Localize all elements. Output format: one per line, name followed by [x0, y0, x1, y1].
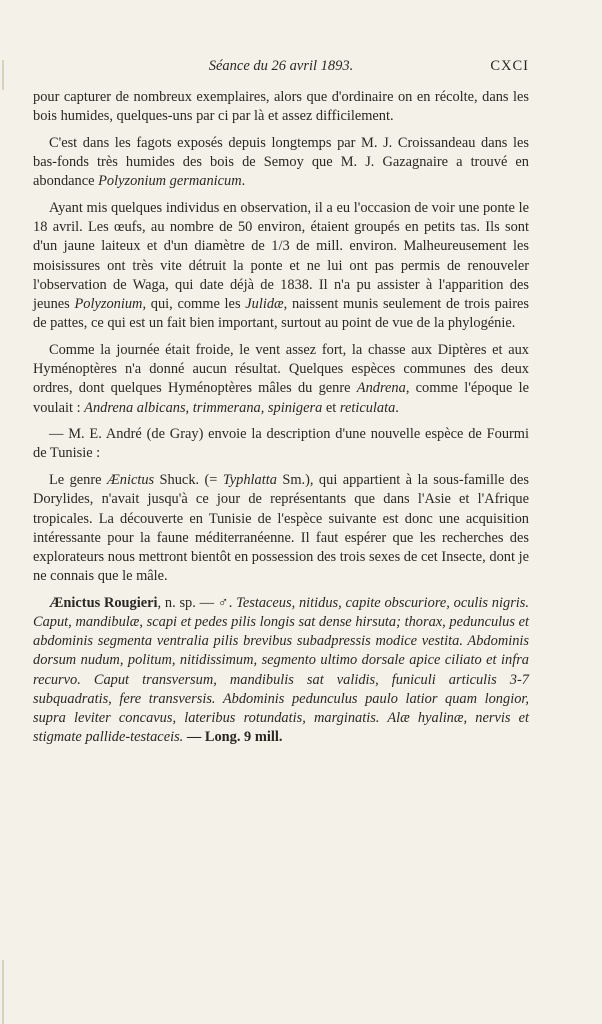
andrena-species-list: Andrena albicans, trimmerana, spinigera — [84, 399, 323, 416]
para3-t2: , qui, comme les — [142, 296, 246, 313]
para3-t3: , naissent munis seulement de trois paires de pattes, ce qui est un fait bien important, surtout au point de vue de la phylogénie. — [33, 296, 529, 332]
paragraph-continuation — [33, 88, 529, 126]
para5-text: — M. E. André (de Gray) envoie la description d'une nouvelle espèce de Fourmi de Tunisie : — [33, 426, 529, 462]
species-polyzonium: Polyzonium germanicum — [98, 173, 242, 190]
para7-t1: , n. sp. — ♂. — [157, 594, 237, 611]
genus-aenictus: Ænictus — [106, 472, 155, 489]
para6-t1: Le genre — [49, 472, 107, 489]
page-edge-mark — [2, 60, 4, 90]
species-reticulata: reticulata — [339, 399, 396, 416]
paragraph-hunt — [33, 341, 529, 418]
genus-andrena: Andrena — [356, 380, 406, 397]
family-julidae: Julidæ — [245, 296, 284, 313]
para1-text: pour capturer de nombreux exemplaires, alors que d'ordinaire on en récolte, dans les bois humides, quelques-uns par ci par là et assez difficilement. — [33, 89, 529, 125]
paragraph-observation — [33, 199, 529, 333]
document-body — [33, 88, 529, 755]
para4-t4: . — [395, 399, 399, 416]
para2-after: . — [241, 173, 246, 190]
paragraph-polyzonium-find — [33, 134, 529, 192]
species-length: — Long. 9 mill. — [183, 729, 283, 746]
running-header — [33, 58, 529, 78]
page-edge-mark — [2, 960, 4, 1024]
para6-t3: Sm.), qui appartient à la sous-famille des Dorylides, n'avait jusqu'à ce jour de représentants que dans l'Asie et l'Afrique tropicales. La découverte en Tunisie de l'espèce suivante est donc une acquisition intéressante pour la faune méditerranéenne. Il faut espérer que les recherches des explorateurs nous mettront bientôt en possession des trois sexes de cet Insecte, dont je ne connais que le mâle. — [33, 472, 529, 585]
paragraph-aenictus-genus — [33, 471, 529, 586]
page-number: CXCI — [490, 58, 529, 74]
para4-t3: et — [322, 399, 340, 416]
latin-description: Testaceus, nitidus, capite obscuriore, oculis nigris. Caput, mandibulæ, scapi et pedes pilis longis sat dense hirsuta; thorax, pedunculus et abdominis segmenta ventralia pilis brevibus subadpressis modice vestita. Abdominis dorsum nudum, politum, nitidissimum, segmento ultimo dorsale apice ciliato et infra recurvo. Caput transversum, mandibulis sat validis, funiculi articulis 3-7 subquadratis, fere transversis. Abdominis pedunculus paulo latior quam longior, supra leviter concavus, lateribus rotundatis, marginatis. Alæ hyalinæ, nervis et stigmate pallide-testaceis. — [33, 594, 529, 746]
para3-t1: Ayant mis quelques individus en observation, il a eu l'occasion de voir une ponte le 18 avril. Les œufs, au nombre de 50 environ, étaient groupés en petits tas. Ils sont d'un jaune laiteux et d'un diamètre de 1/3 de mill. environ. Malheureusement les moisissures ont très vite détruit la ponte et ne lui ont pas permis de renouveler l'observation de Waga, qui date déjà de 1838. Il n'a pu assister à l'apparition des jeunes — [33, 200, 529, 313]
paragraph-species-description — [33, 594, 529, 748]
para4-t1: Comme la journée était froide, le vent assez fort, la chasse aux Diptères et aux Hyménoptères n'a donné aucun résultat. Quelques espèces communes des deux ordres, dont quelques Hyménoptères mâles du genre — [33, 341, 529, 397]
para2-before: C'est dans les fagots exposés depuis longtemps par M. J. Croissandeau dans les bas-fonds très humides des bois de Semoy que M. J. Gazagnaire a trouvé en abondance — [33, 134, 529, 190]
genus-polyzonium: Polyzonium — [74, 296, 143, 313]
header-title: Séance du 26 avril 1893. — [208, 58, 354, 74]
para6-t2: Shuck. (= — [154, 472, 223, 489]
paragraph-andre-intro — [33, 425, 529, 463]
genus-typhlatta: Typhlatta — [222, 472, 277, 489]
para4-t2: , comme l'époque le voulait : — [33, 380, 530, 416]
species-name-heading: Ænictus Rougieri — [49, 594, 158, 611]
